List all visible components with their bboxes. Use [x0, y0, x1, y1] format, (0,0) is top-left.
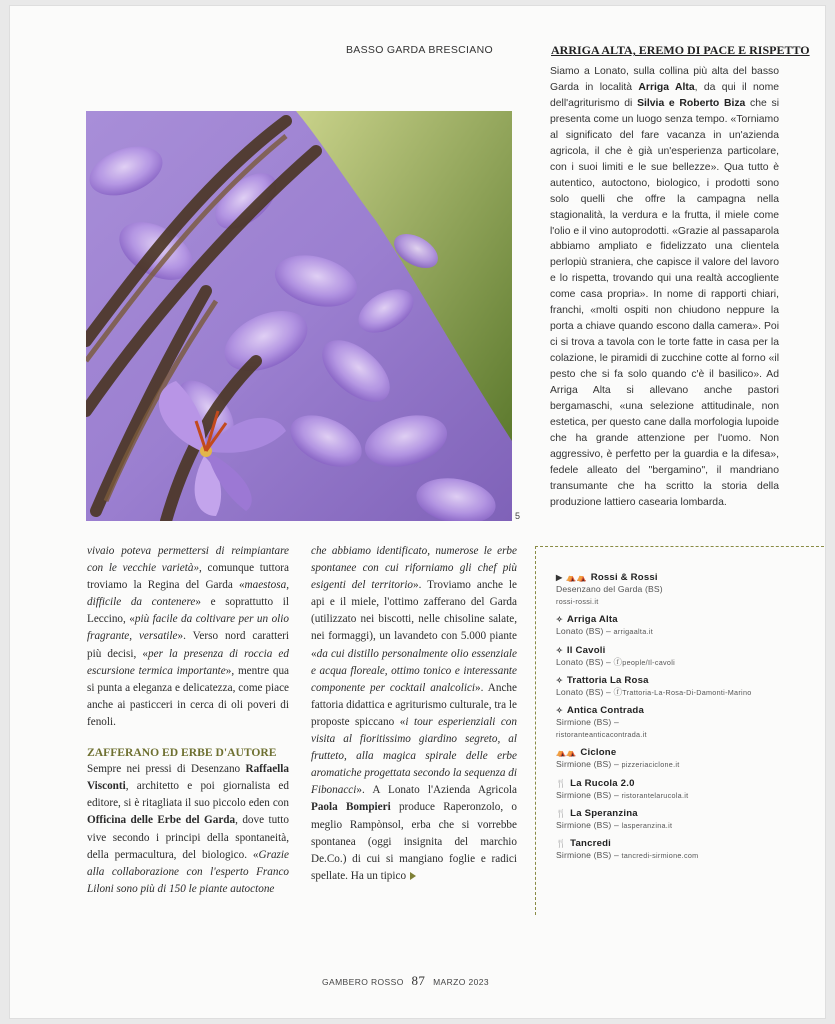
venue-location: Sirmione (BS) –	[556, 819, 619, 830]
venue-url[interactable]: people/Il-cavoli	[622, 657, 676, 667]
venue-name: Trattoria La Rosa	[566, 674, 649, 686]
text-run: , comunque tuttora troviamo la Regina del Garda «	[87, 562, 289, 592]
bold-name: Arriga Alta	[638, 81, 695, 93]
issue-date: MARZO 2023	[433, 977, 490, 987]
facebook-icon: ⓕ	[613, 656, 623, 667]
star-icon: ✧	[556, 645, 563, 655]
venue-url[interactable]: Trattoria-La-Rosa-Di-Damonti-Marino	[622, 687, 752, 697]
quote-run: vivaio poteva permettersi di reimpiantare con le vecchie varietà»	[87, 545, 289, 575]
text-run: », mentre qua si punta a eleganza e delicatezza, come piace anche ai pasticceri in cerca di oli poveri di fenoli.	[87, 664, 290, 728]
venue-url[interactable]: rossi-rossi.it	[556, 597, 599, 607]
text-run: ». Verso nord caratteri più decisi, «	[87, 630, 289, 660]
arriga-alta-text	[550, 64, 779, 511]
star-icon: ✧	[556, 615, 563, 625]
magazine-name: GAMBERO ROSSO	[322, 977, 404, 987]
venue-name: Tancredi	[570, 838, 612, 850]
venue-location: Lonato (BS) –	[556, 686, 611, 697]
quote-run: più facile da coltivare per un olio fragrante, versatile	[87, 613, 289, 643]
star-icon: ✧	[556, 706, 563, 716]
text-run: ». A Lonato l'Azienda Agricola	[356, 784, 517, 797]
address-entry	[556, 778, 811, 802]
address-entry	[556, 614, 811, 638]
article-column-2	[311, 543, 517, 885]
text-run: che si presenta come un luogo senza tempo. «Torniamo al significato del fare vacanza in un'azienda agricola, il che è già un'esperienza particolare, con i suoi limiti e le sue bellezze». Qua tutto è autentico, autoctono, biologico, i prodotti sono solo quelli che offre la campagna nella stagionalità, la verdura e la frutta, il miele come l'olio e il vino autoprodotti. «Grazie al passaparola abbiamo ampliato e fidelizzato una clientela perlopiù straniera, che capisce il valore del lavoro e lo rispetta, trovando qui una realtà accogliente come casa propria». In nome di rapporti chiari, franchi, «molti ospiti non chiudono neppure la porta a chiave quando escono dalla camera». Poi ci si trova a tavola con le torte fatte in casa per la colazione, le piramidi di zucchine cotte al forno «il pesto che si fa solo quando c'è il basilico». Ad Arriga Alta si allevano anche pastori bergamaschi, «una selezione attitudinale, non estetica, per questo cane dalla morfologia lupoide che ha grande attenzione per l'uomo. Non aggressivo, è perfetto per la guardia e la difesa», fedele alleato del "bergamino", il mandriano transumante che ha scritto la storia della produzione lattiero casearia lombarda.	[550, 97, 780, 508]
continue-arrow-icon	[410, 872, 416, 880]
bold-name: Raffaella Visconti	[87, 763, 289, 793]
text-run: , da qui il nome dell'agriturismo di	[550, 81, 780, 109]
article-column-1	[87, 543, 289, 898]
venue-location: Lonato (BS) –	[556, 626, 611, 637]
venue-name: Arriga Alta	[566, 614, 618, 626]
bold-name: Silvia e Roberto Biza	[637, 97, 746, 109]
star-icon: ✧	[556, 675, 563, 685]
bold-name: Paola Bompieri	[311, 801, 391, 814]
venue-name: Antica Contrada	[566, 705, 645, 717]
address-entry	[556, 808, 811, 832]
venue-url[interactable]: lasperanzina.it	[621, 820, 673, 830]
venue-location: Sirmione (BS) –	[556, 717, 619, 728]
bold-name: Officina delle Erbe del Garda	[87, 814, 236, 827]
quote-run: che abbiamo identificato, numerose le erbe spontanee con cui riforniamo gli chef più esigenti del territorio	[311, 545, 517, 592]
venue-location: Desenzano del Garda (BS)	[556, 584, 663, 594]
cutlery-icon: 🍴	[556, 839, 567, 849]
text-run: , dove tutto vive secondo i principi della spontaneità, della permacultura, del biologico. «	[87, 814, 289, 861]
running-head: BASSO GARDA BRESCIANO	[346, 44, 493, 56]
cutlery-icon: 🍴	[556, 778, 567, 788]
cutlery-icon: 🍴	[556, 808, 567, 818]
quote-run: Grazie alla collaborazione con l'esperto Franco Liloni sono più di 150 le piante autoctone	[87, 848, 289, 895]
pointer-icon: ▶	[556, 573, 563, 582]
quote-run: da cui distillo personalmente olio essenziale e acqua floreale, ottimo tonico e interessante componente per cocktail analcolici	[311, 647, 517, 694]
page-footer	[322, 973, 489, 989]
address-entry	[556, 838, 811, 862]
venue-url[interactable]: pizzeriaciclone.it	[621, 760, 680, 770]
venue-name: Il Cavoli	[566, 644, 606, 656]
section-title: ARRIGA ALTA, EREMO DI PACE E RISPETTO	[551, 43, 810, 57]
address-entry	[556, 747, 811, 771]
text-run: produce Raperonzolo, o meglio Rampònsol, erba che si vorrebbe spontanea (oggi insignita del marchio De.Co.) di cui si mangiano foglie e radici spellate. Ha un tipico	[311, 801, 517, 882]
venue-name: La Rucola 2.0	[570, 777, 635, 789]
text-run: ». Anche fattoria didattica e agriturismo culturale, tra le proposte spiccano «	[311, 681, 517, 728]
venue-name: La Speranzina	[570, 807, 638, 819]
address-list	[556, 572, 811, 868]
venue-name: Rossi & Rossi	[590, 572, 658, 583]
address-entry	[556, 572, 811, 608]
facebook-icon: ⓕ	[613, 686, 623, 697]
venue-name: Ciclone	[580, 747, 617, 759]
text-run: ». Troviamo anche le api e il miele, l'ottimo zafferano del Garda (utilizzato nei biscotti, nelle chisoline salate, nei formaggi), un lavandeto con 5.000 piante «	[311, 579, 517, 660]
hat-icons: ⛺⛺	[566, 573, 587, 582]
photo-number: 5	[515, 511, 521, 521]
quote-run: per la presenza di roccia ed escursione termica importante	[87, 647, 289, 677]
venue-location: Sirmione (BS) –	[556, 789, 619, 800]
venue-location: Lonato (BS) –	[556, 656, 611, 667]
subheading: ZAFFERANO ED ERBE D'AUTORE	[87, 746, 277, 760]
quote-run: i tour esperienziali con visita al fioritissimo giardino segreto, al frutteto, alla magica spirale delle erbe aromatiche progettata secondo la sequenza di Fibonacci	[311, 715, 517, 797]
hat-icons: ⛺⛺	[556, 748, 577, 758]
text-run: , architetto e poi giornalista ed editore, si è ritagliata il suo piccolo eden con	[87, 780, 289, 810]
quote-run: maestosa, difficile da contenere	[87, 579, 289, 609]
saffron-basket-photo	[86, 111, 512, 521]
venue-url[interactable]: ristoranteanticacontrada.it	[556, 730, 647, 740]
venue-url[interactable]: arrigaalta.it	[613, 627, 653, 637]
venue-location: Sirmione (BS) –	[556, 850, 619, 861]
page-number: 87	[411, 973, 426, 988]
address-entry	[556, 675, 811, 699]
address-entry	[556, 645, 811, 669]
text-run: Siamo a Lonato, sulla collina più alta del basso Garda in località	[550, 66, 779, 93]
text-run: Sempre nei pressi di Desenzano	[87, 763, 241, 776]
venue-url[interactable]: tancredi-sirmione.com	[621, 851, 699, 861]
text-run: » e soprattutto il Leccino, «	[87, 596, 289, 626]
address-entry	[556, 705, 811, 741]
venue-location: Sirmione (BS) –	[556, 759, 619, 770]
venue-url[interactable]: ristorantelarucola.it	[621, 790, 689, 800]
